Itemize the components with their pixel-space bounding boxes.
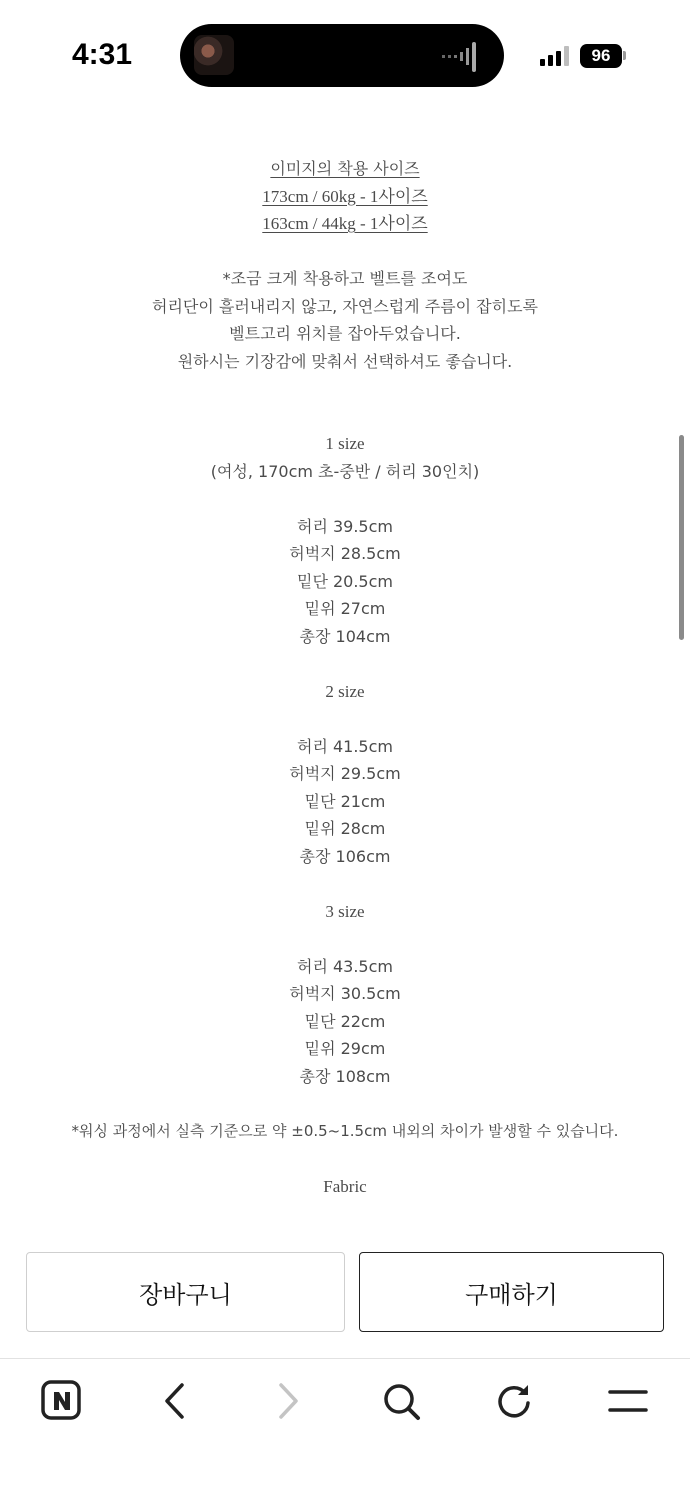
- measurement: 밑단 20.5cm: [296, 571, 393, 591]
- now-playing-thumbnail: [194, 35, 234, 75]
- measurement: 총장 108cm: [299, 1066, 391, 1086]
- battery-tip: [623, 51, 626, 60]
- measurement: 총장 106cm: [299, 846, 391, 866]
- fit-info-heading: 이미지의 착용 사이즈: [270, 159, 420, 178]
- fit-info-line: 173cm / 60kg - 1사이즈: [262, 186, 428, 206]
- search-icon[interactable]: [379, 1379, 423, 1423]
- cellular-signal-icon: [540, 46, 572, 66]
- product-detail-text: [0, 155, 690, 1200]
- buy-now-button[interactable]: 구매하기: [359, 1252, 664, 1332]
- measurement: 총장 104cm: [299, 626, 391, 646]
- battery-indicator: 96: [580, 44, 622, 68]
- dynamic-island[interactable]: [180, 24, 504, 87]
- reload-icon[interactable]: [492, 1379, 536, 1423]
- measurement: 허리 41.5cm: [296, 736, 393, 756]
- note-line: *조금 크게 착용하고 벨트를 조여도: [222, 269, 468, 288]
- measurement: 밑단 22cm: [304, 1011, 386, 1031]
- measurement: 밑위 27cm: [304, 599, 386, 618]
- measurement: 허벅지 28.5cm: [289, 544, 401, 563]
- naver-n-icon[interactable]: [40, 1379, 84, 1423]
- status-bar: [0, 0, 690, 110]
- browser-toolbar: [0, 1358, 690, 1501]
- size-title: 1 size: [325, 434, 365, 453]
- washing-note: *워싱 과정에서 실측 기준으로 약 ±0.5~1.5cm 내외의 차이가 발생할 수 있습니다.: [71, 1121, 619, 1140]
- note-line: 벨트고리 위치를 잡아두었습니다.: [229, 324, 461, 343]
- measurement: 허리 43.5cm: [296, 956, 393, 976]
- status-time: 4:31: [72, 38, 133, 71]
- forward-icon[interactable]: [266, 1379, 310, 1423]
- size-title: 2 size: [325, 681, 365, 701]
- purchase-bar: [0, 1236, 690, 1358]
- size-subtitle: (여성, 170cm 초-중반 / 허리 30인치): [210, 461, 480, 481]
- note-line: 원하시는 기장감에 맞춰서 선택하셔도 좋습니다.: [177, 351, 513, 371]
- scrollbar[interactable]: [679, 435, 684, 640]
- menu-icon[interactable]: [606, 1379, 650, 1423]
- fit-info-line: 163cm / 44kg - 1사이즈: [262, 214, 428, 233]
- add-to-cart-button[interactable]: 장바구니: [26, 1252, 345, 1332]
- back-icon[interactable]: [153, 1379, 197, 1423]
- measurement: 허벅지 29.5cm: [289, 764, 401, 783]
- measurement: 밑단 21cm: [304, 791, 386, 811]
- measurement: 허리 39.5cm: [296, 516, 393, 536]
- measurement: 허벅지 30.5cm: [289, 984, 401, 1003]
- measurement: 밑위 28cm: [304, 819, 386, 838]
- note-line: 허리단이 흘러내리지 않고, 자연스럽게 주름이 잡히도록: [151, 296, 538, 316]
- content-fade: [0, 1200, 690, 1240]
- measurement: 밑위 29cm: [304, 1039, 386, 1058]
- audio-wave-icon: [440, 38, 486, 74]
- size-title: 3 size: [325, 901, 365, 921]
- fabric-label: Fabric: [323, 1176, 367, 1196]
